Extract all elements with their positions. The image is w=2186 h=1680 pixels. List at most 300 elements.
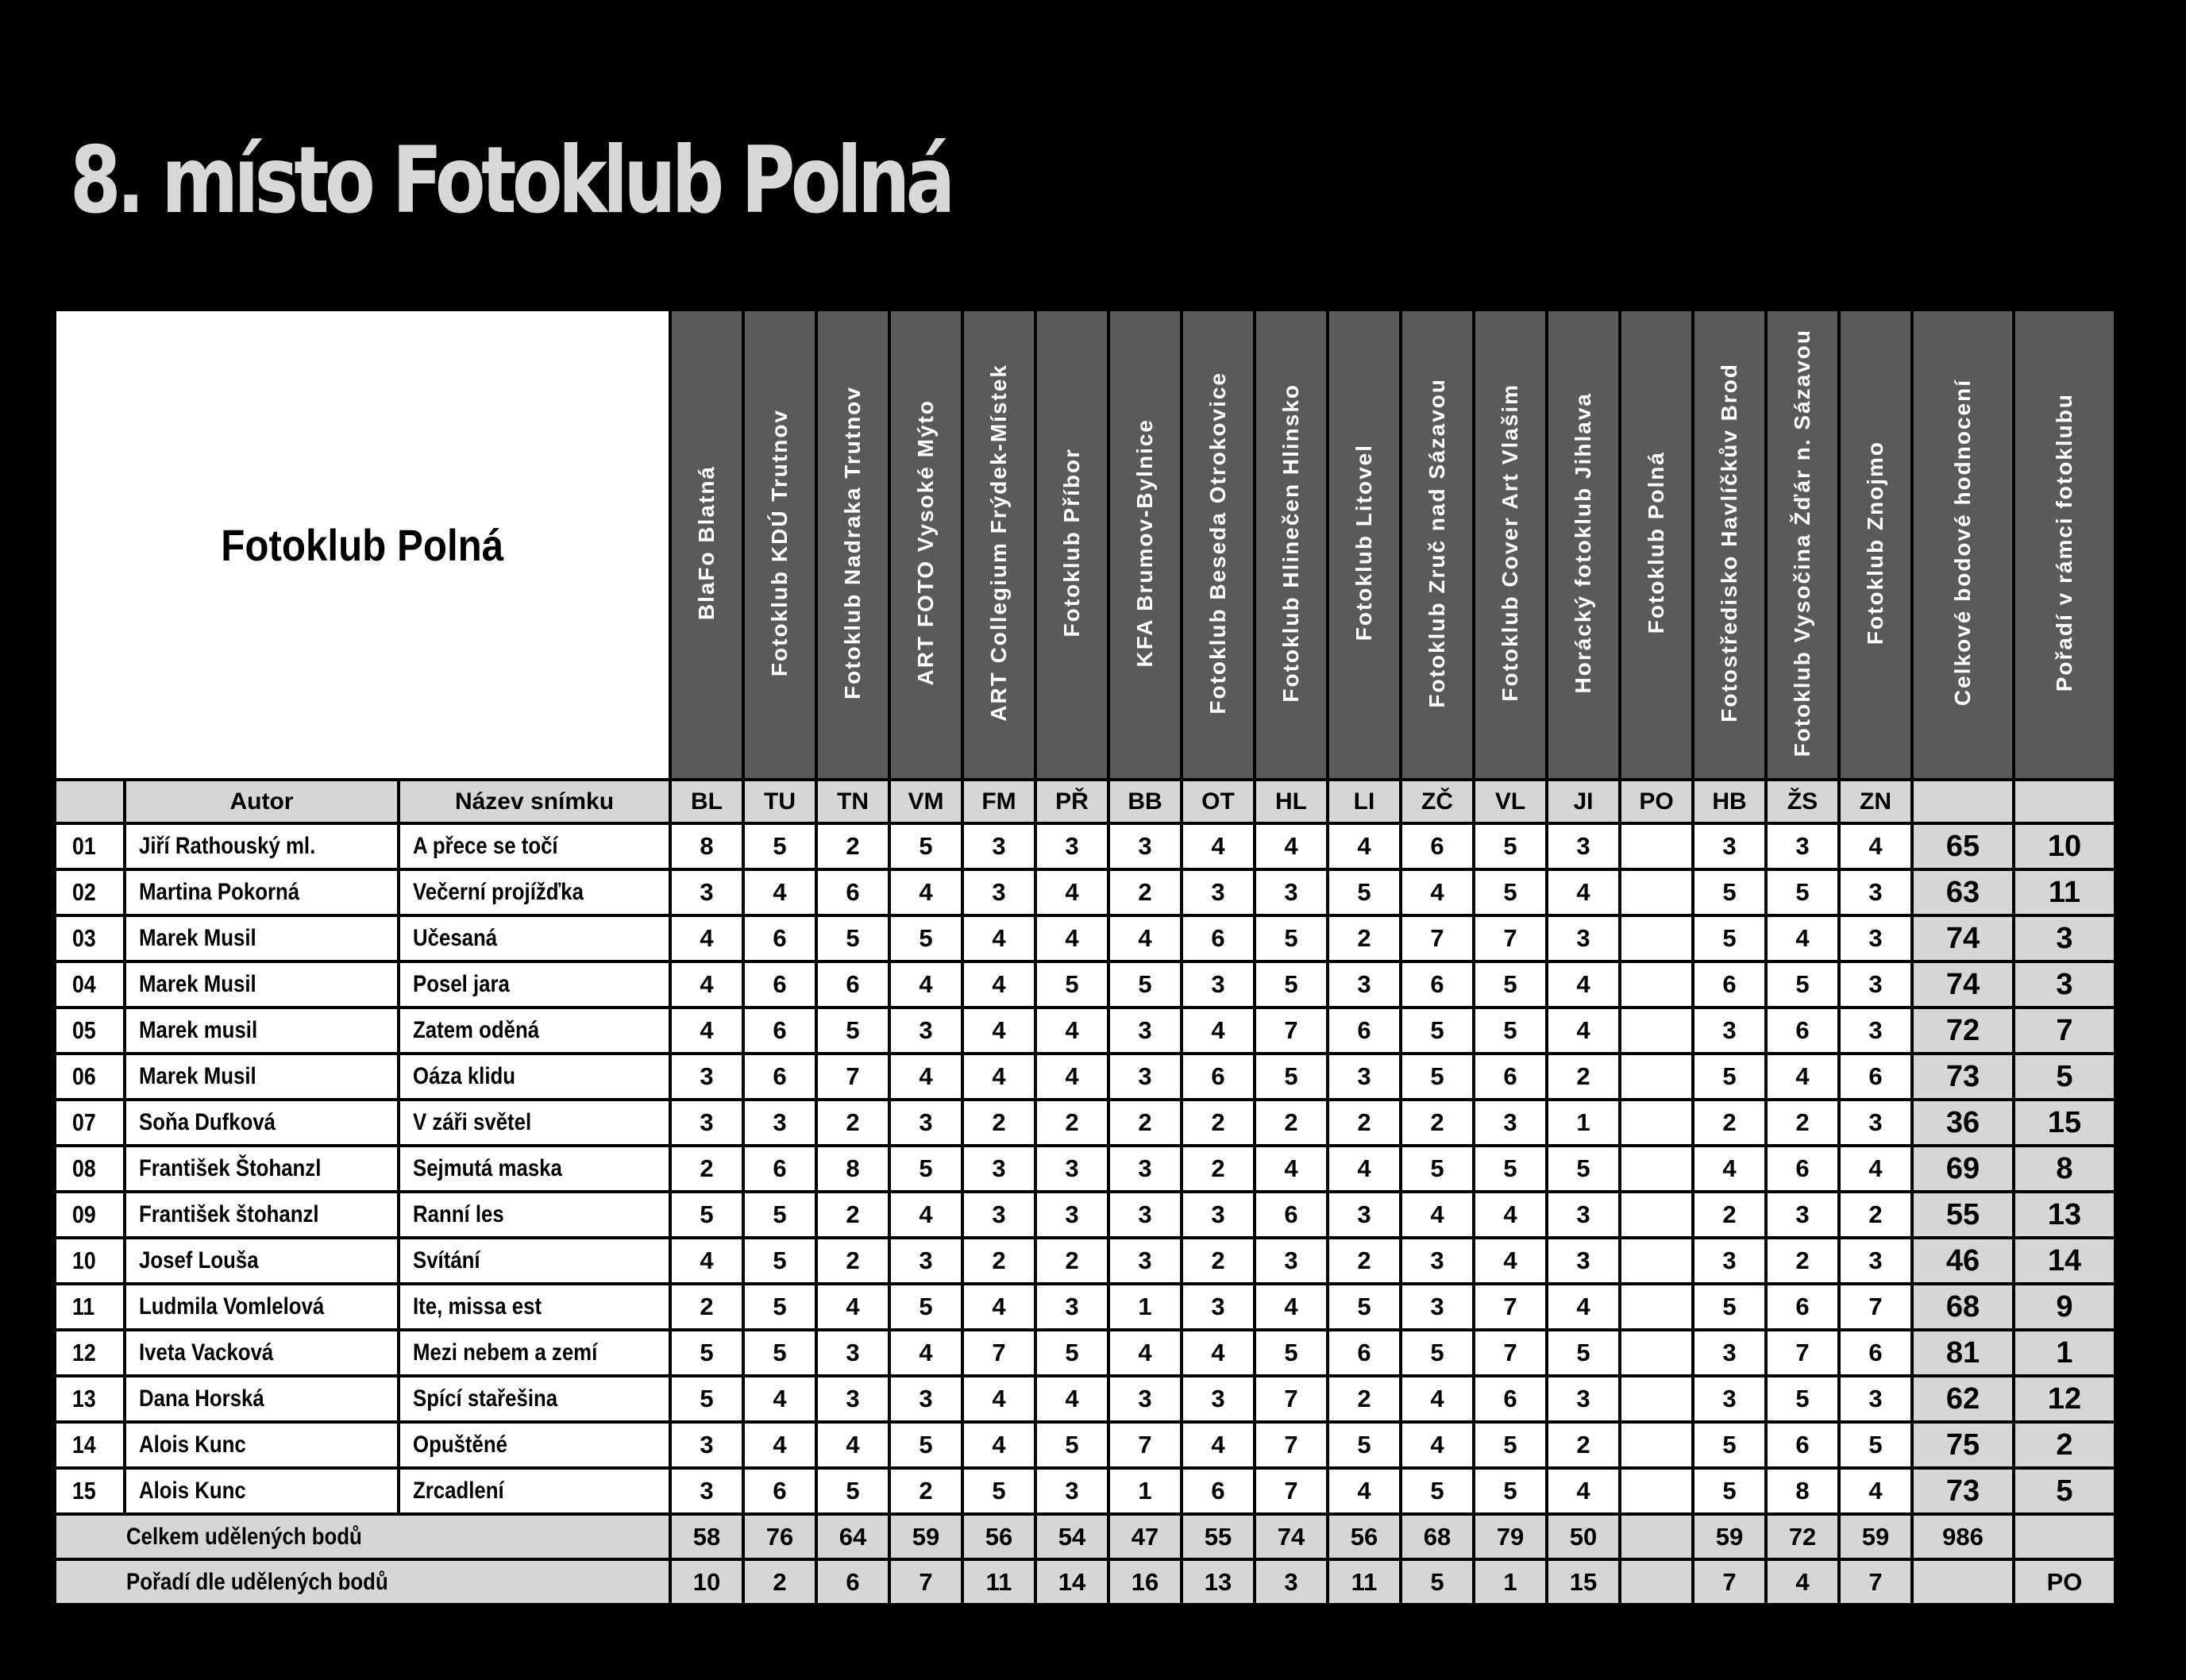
- score-cell: 2: [670, 1146, 743, 1192]
- score-cell: 6: [743, 1146, 816, 1192]
- score-cell: 3: [1182, 961, 1255, 1008]
- score-cell: 2: [1035, 1238, 1108, 1284]
- total-score: 65: [1912, 823, 2014, 869]
- table-row: [55, 1146, 2115, 1192]
- totals-row-value: 74: [1255, 1514, 1328, 1559]
- totals-row: [55, 1514, 2115, 1559]
- photo-title-cell: [399, 1422, 670, 1468]
- score-cell: 7: [1108, 1422, 1182, 1468]
- score-cell: 4: [889, 869, 962, 915]
- column-header-club: [1035, 310, 1108, 780]
- photo-title: Sejmutá maska: [413, 1155, 562, 1181]
- score-cell: 4: [962, 1376, 1035, 1422]
- score-cell: 3: [1035, 1192, 1108, 1238]
- order-row: [55, 1559, 2115, 1605]
- score-cell: 5: [1255, 1330, 1328, 1376]
- row-number: [55, 869, 125, 915]
- total-score: 74: [1912, 961, 2014, 1008]
- column-header-label: Fotoklub Cover Art Vlašim: [1498, 383, 1522, 702]
- score-cell: 4: [1035, 1008, 1108, 1054]
- score-cell: 5: [1401, 1008, 1474, 1054]
- score-cell: [1620, 1054, 1693, 1100]
- author-cell: [125, 869, 399, 915]
- row-number-text: 10: [72, 1247, 96, 1274]
- column-header-club: [1108, 310, 1182, 780]
- author-name: František Štohanzl: [139, 1155, 322, 1181]
- club-rank: 12: [2014, 1376, 2115, 1422]
- score-cell: 1: [1108, 1284, 1182, 1330]
- author-name: Jiří Rathouský ml.: [139, 833, 316, 859]
- score-cell: 3: [670, 1468, 743, 1514]
- score-cell: [1620, 1284, 1693, 1330]
- table-row: [55, 1284, 2115, 1330]
- score-cell: 5: [1547, 1330, 1620, 1376]
- row-number: [55, 1146, 125, 1192]
- totals-row-total: 986: [1912, 1514, 2014, 1559]
- table-row: [55, 869, 2115, 915]
- score-cell: 3: [1401, 1284, 1474, 1330]
- score-cell: 2: [1766, 1100, 1839, 1146]
- score-cell: 7: [1401, 915, 1474, 961]
- score-cell: 4: [1474, 1192, 1547, 1238]
- score-cell: 4: [1839, 823, 1912, 869]
- score-cell: 3: [670, 1422, 743, 1468]
- score-cell: 2: [816, 1100, 889, 1146]
- score-cell: 3: [962, 869, 1035, 915]
- score-cell: 6: [1766, 1422, 1839, 1468]
- score-cell: 4: [1547, 1468, 1620, 1514]
- column-header-club: [1182, 310, 1255, 780]
- row-number: [55, 1376, 125, 1422]
- club-rank-header: [2014, 310, 2115, 780]
- score-cell: 6: [1401, 823, 1474, 869]
- column-header-label: Fotoklub Vysočina Žďár n. Sázavou: [1790, 328, 1814, 757]
- column-header-label: ART Collegium Frýdek-Místek: [986, 364, 1011, 722]
- score-cell: 6: [1766, 1146, 1839, 1192]
- score-cell: 3: [1693, 1376, 1766, 1422]
- score-cell: 3: [670, 1100, 743, 1146]
- score-cell: 6: [743, 915, 816, 961]
- row-number: [55, 1192, 125, 1238]
- page-title: 8. místo Fotoklub Polná: [70, 127, 951, 234]
- score-cell: 3: [1182, 1376, 1255, 1422]
- totals-row-value: 55: [1182, 1514, 1255, 1559]
- score-cell: 2: [1108, 869, 1182, 915]
- author-header: Autor: [125, 780, 399, 823]
- score-cell: 4: [670, 1238, 743, 1284]
- score-cell: 4: [889, 961, 962, 1008]
- total-score-header: [1912, 310, 2014, 780]
- photo-title: Ranní les: [413, 1201, 504, 1227]
- score-cell: 2: [816, 823, 889, 869]
- order-row-value: 11: [1328, 1559, 1401, 1605]
- table-row: [55, 961, 2115, 1008]
- score-cell: 5: [1255, 1054, 1328, 1100]
- score-cell: 3: [1108, 1238, 1182, 1284]
- table-row: [55, 1054, 2115, 1100]
- score-cell: 8: [1766, 1468, 1839, 1514]
- author-name: Soňa Dufková: [139, 1109, 276, 1135]
- score-cell: 4: [1255, 823, 1328, 869]
- score-cell: 2: [1401, 1100, 1474, 1146]
- column-code: VM: [889, 780, 962, 823]
- score-cell: 4: [1182, 1422, 1255, 1468]
- order-row-value: 2: [743, 1559, 816, 1605]
- score-cell: 3: [1693, 1330, 1766, 1376]
- score-cell: 5: [1693, 1468, 1766, 1514]
- score-cell: 3: [1108, 1146, 1182, 1192]
- title-header: Název snímku: [399, 780, 670, 823]
- order-row-value: 4: [1766, 1559, 1839, 1605]
- score-cell: 2: [1182, 1146, 1255, 1192]
- row-number-text: 15: [72, 1477, 96, 1505]
- author-cell: [125, 961, 399, 1008]
- score-cell: 3: [816, 1376, 889, 1422]
- score-cell: 4: [962, 1284, 1035, 1330]
- row-number-text: 02: [72, 878, 96, 906]
- order-row-value: 5: [1401, 1559, 1474, 1605]
- club-rank: 14: [2014, 1238, 2115, 1284]
- score-cell: 4: [1182, 823, 1255, 869]
- score-cell: 4: [889, 1192, 962, 1238]
- score-cell: 3: [962, 1146, 1035, 1192]
- num-header: [55, 780, 125, 823]
- score-cell: 4: [1182, 1330, 1255, 1376]
- score-cell: 5: [816, 1468, 889, 1514]
- score-cell: 5: [1401, 1330, 1474, 1376]
- column-header-label: Horácký fotoklub Jihlava: [1571, 391, 1595, 694]
- score-cell: 5: [1693, 915, 1766, 961]
- column-code: HL: [1255, 780, 1328, 823]
- totals-row-value: 76: [743, 1514, 816, 1559]
- column-code: TN: [816, 780, 889, 823]
- score-cell: 4: [670, 915, 743, 961]
- photo-title: Večerní projížďka: [413, 879, 584, 905]
- score-cell: 7: [1766, 1330, 1839, 1376]
- score-cell: 5: [670, 1376, 743, 1422]
- club-rank: 11: [2014, 869, 2115, 915]
- score-cell: 3: [1108, 1054, 1182, 1100]
- column-codes-row: [55, 780, 2115, 823]
- score-cell: 3: [889, 1100, 962, 1146]
- score-cell: 2: [1255, 1100, 1328, 1146]
- column-code: LI: [1328, 780, 1401, 823]
- score-cell: 5: [1255, 961, 1328, 1008]
- score-cell: 6: [1839, 1054, 1912, 1100]
- column-code: VL: [1474, 780, 1547, 823]
- column-code: HB: [1693, 780, 1766, 823]
- score-cell: 3: [1108, 1192, 1182, 1238]
- totals-row-value: 68: [1401, 1514, 1474, 1559]
- order-row-value: [1620, 1559, 1693, 1605]
- order-row-value: 10: [670, 1559, 743, 1605]
- score-cell: [1620, 1008, 1693, 1054]
- row-number-text: 06: [72, 1062, 96, 1090]
- club-rank: 10: [2014, 823, 2115, 869]
- total-score: 74: [1912, 915, 2014, 961]
- author-name: František štohanzl: [139, 1201, 319, 1227]
- score-cell: 6: [1766, 1008, 1839, 1054]
- score-cell: 2: [889, 1468, 962, 1514]
- score-cell: 4: [1401, 1192, 1474, 1238]
- score-cell: 4: [962, 1008, 1035, 1054]
- score-cell: 3: [670, 1054, 743, 1100]
- score-cell: 6: [743, 961, 816, 1008]
- score-cell: 5: [1766, 961, 1839, 1008]
- blank-header-cell: [1912, 780, 2014, 823]
- table-row: [55, 915, 2115, 961]
- row-number-text: 09: [72, 1200, 96, 1228]
- score-cell: 7: [1839, 1284, 1912, 1330]
- column-header-club: [670, 310, 743, 780]
- row-number: [55, 1284, 125, 1330]
- results-table: [53, 308, 2117, 1606]
- club-rank: 5: [2014, 1054, 2115, 1100]
- column-header-label: ART FOTO Vysoké Mýto: [913, 399, 938, 686]
- column-header-label: Fotoklub Nadraka Trutnov: [840, 386, 865, 699]
- author-name: Josef Louša: [139, 1247, 259, 1273]
- total-score: 68: [1912, 1284, 2014, 1330]
- order-row-value: 7: [1839, 1559, 1912, 1605]
- author-cell: [125, 915, 399, 961]
- photo-title: Učesaná: [413, 925, 498, 951]
- score-cell: 7: [962, 1330, 1035, 1376]
- score-cell: 2: [962, 1100, 1035, 1146]
- score-cell: 5: [1401, 1468, 1474, 1514]
- score-cell: [1620, 915, 1693, 961]
- column-header-club: [1547, 310, 1620, 780]
- score-cell: 6: [816, 961, 889, 1008]
- score-cell: 6: [1839, 1330, 1912, 1376]
- score-cell: 5: [743, 1192, 816, 1238]
- author-cell: [125, 1008, 399, 1054]
- row-number-text: 13: [72, 1385, 96, 1412]
- score-cell: 3: [1693, 1238, 1766, 1284]
- author-cell: [125, 823, 399, 869]
- photo-title-cell: [399, 1330, 670, 1376]
- row-number-text: 05: [72, 1016, 96, 1044]
- score-cell: 7: [1255, 1422, 1328, 1468]
- column-header-club: [816, 310, 889, 780]
- row-number: [55, 1422, 125, 1468]
- score-cell: 6: [1328, 1330, 1401, 1376]
- author-name: Marek musil: [139, 1017, 258, 1043]
- score-cell: 2: [816, 1192, 889, 1238]
- score-cell: 3: [1255, 869, 1328, 915]
- score-cell: 7: [1255, 1468, 1328, 1514]
- score-cell: 2: [1693, 1100, 1766, 1146]
- club-rank: 3: [2014, 961, 2115, 1008]
- total-score: 81: [1912, 1330, 2014, 1376]
- totals-row-value: [1620, 1514, 1693, 1559]
- photo-title: Ite, missa est: [413, 1293, 542, 1320]
- score-cell: 4: [1693, 1146, 1766, 1192]
- score-cell: 1: [1108, 1468, 1182, 1514]
- score-cell: 4: [1547, 869, 1620, 915]
- score-cell: [1620, 1330, 1693, 1376]
- total-score: 36: [1912, 1100, 2014, 1146]
- score-cell: 5: [1108, 961, 1182, 1008]
- author-name: Alois Kunc: [139, 1478, 246, 1504]
- score-cell: 6: [743, 1054, 816, 1100]
- score-cell: 3: [1547, 823, 1620, 869]
- order-row-value: 6: [816, 1559, 889, 1605]
- column-header-club: [1620, 310, 1693, 780]
- score-cell: 7: [1474, 915, 1547, 961]
- score-cell: 3: [1035, 1284, 1108, 1330]
- score-cell: 3: [1766, 1192, 1839, 1238]
- photo-title-cell: [399, 1054, 670, 1100]
- photo-title-cell: [399, 1468, 670, 1514]
- club-rank: 13: [2014, 1192, 2115, 1238]
- score-cell: 5: [1401, 1146, 1474, 1192]
- row-number-text: 14: [72, 1431, 96, 1458]
- score-cell: 6: [1182, 1468, 1255, 1514]
- total-score: 73: [1912, 1468, 2014, 1514]
- score-cell: 8: [670, 823, 743, 869]
- score-cell: 5: [1474, 1468, 1547, 1514]
- column-header-club: [962, 310, 1035, 780]
- score-cell: 4: [670, 961, 743, 1008]
- score-cell: [1620, 1146, 1693, 1192]
- score-cell: 3: [1035, 823, 1108, 869]
- club-rank: 8: [2014, 1146, 2115, 1192]
- order-row-value: 16: [1108, 1559, 1182, 1605]
- score-cell: 4: [1766, 1054, 1839, 1100]
- score-cell: 4: [1108, 1330, 1182, 1376]
- column-header-club: [1328, 310, 1401, 780]
- score-cell: 2: [1766, 1238, 1839, 1284]
- score-cell: [1620, 1100, 1693, 1146]
- column-header-label: Fotoklub Beseda Otrokovice: [1205, 371, 1230, 715]
- order-row-value: 15: [1547, 1559, 1620, 1605]
- score-cell: 3: [962, 1192, 1035, 1238]
- score-cell: 4: [1035, 1054, 1108, 1100]
- table-row: [55, 1192, 2115, 1238]
- photo-title-cell: [399, 915, 670, 961]
- totals-row-label-cell: [55, 1514, 670, 1559]
- score-cell: 3: [1035, 1146, 1108, 1192]
- score-cell: 5: [816, 915, 889, 961]
- row-number: [55, 1054, 125, 1100]
- column-code: BB: [1108, 780, 1182, 823]
- totals-row-value: 56: [962, 1514, 1035, 1559]
- column-header-club: [1839, 310, 1912, 780]
- score-cell: 3: [1108, 1008, 1182, 1054]
- score-cell: 5: [1328, 869, 1401, 915]
- score-cell: 5: [889, 1422, 962, 1468]
- club-rank: 7: [2014, 1008, 2115, 1054]
- score-cell: 5: [1328, 1284, 1401, 1330]
- author-name: Marek Musil: [139, 925, 256, 951]
- totals-row-value: 50: [1547, 1514, 1620, 1559]
- score-cell: 4: [743, 1422, 816, 1468]
- row-number: [55, 1100, 125, 1146]
- photo-title: Oáza klidu: [413, 1063, 516, 1089]
- score-cell: 4: [1839, 1146, 1912, 1192]
- totals-row-value: 47: [1108, 1514, 1182, 1559]
- row-number: [55, 1008, 125, 1054]
- score-cell: 5: [1035, 1422, 1108, 1468]
- score-cell: 3: [962, 823, 1035, 869]
- score-cell: 5: [889, 1284, 962, 1330]
- score-cell: 4: [1401, 1376, 1474, 1422]
- column-header-club: [743, 310, 816, 780]
- score-cell: 7: [1255, 1008, 1328, 1054]
- club-rank: 9: [2014, 1284, 2115, 1330]
- score-cell: 6: [1182, 915, 1255, 961]
- score-cell: 4: [1401, 869, 1474, 915]
- column-code: FM: [962, 780, 1035, 823]
- column-header-label: Fotoklub Hlinečen Hlinsko: [1278, 383, 1303, 703]
- author-cell: [125, 1422, 399, 1468]
- author-name: Alois Kunc: [139, 1431, 246, 1458]
- score-cell: 5: [1474, 1422, 1547, 1468]
- column-header-club: [1255, 310, 1328, 780]
- photo-title: Opuštěné: [413, 1431, 507, 1458]
- column-header-club: [1766, 310, 1839, 780]
- score-cell: [1620, 1238, 1693, 1284]
- score-cell: 5: [1328, 1422, 1401, 1468]
- score-cell: 5: [1839, 1422, 1912, 1468]
- column-header-label: Fotoklub Znojmo: [1863, 440, 1887, 645]
- score-cell: 5: [1474, 869, 1547, 915]
- photo-title-cell: [399, 1238, 670, 1284]
- score-cell: 4: [1547, 1284, 1620, 1330]
- column-header-label: Fotoklub KDÚ Trutnov: [767, 408, 792, 677]
- score-cell: 3: [889, 1376, 962, 1422]
- score-cell: 4: [670, 1008, 743, 1054]
- score-cell: 5: [1547, 1146, 1620, 1192]
- score-cell: 2: [1547, 1054, 1620, 1100]
- score-cell: 5: [1474, 1008, 1547, 1054]
- score-cell: 3: [1839, 1008, 1912, 1054]
- score-cell: 2: [1693, 1192, 1766, 1238]
- column-code: TU: [743, 780, 816, 823]
- order-row-label: Pořadí dle udělených bodů: [126, 1568, 388, 1595]
- table-row: [55, 1376, 2115, 1422]
- score-cell: 6: [1401, 961, 1474, 1008]
- score-cell: 3: [743, 1100, 816, 1146]
- score-cell: 3: [1035, 1468, 1108, 1514]
- blank-header-cell: [2014, 780, 2115, 823]
- row-number: [55, 823, 125, 869]
- score-cell: 3: [1182, 869, 1255, 915]
- score-cell: 4: [889, 1330, 962, 1376]
- photo-title-cell: [399, 1376, 670, 1422]
- score-cell: 2: [1839, 1192, 1912, 1238]
- score-cell: [1620, 1422, 1693, 1468]
- score-cell: [1620, 1192, 1693, 1238]
- score-cell: 4: [1547, 961, 1620, 1008]
- author-name: Dana Horská: [139, 1385, 264, 1412]
- author-cell: [125, 1192, 399, 1238]
- row-number: [55, 961, 125, 1008]
- score-cell: [1620, 1376, 1693, 1422]
- table-row: [55, 1422, 2115, 1468]
- photo-title-cell: [399, 1146, 670, 1192]
- score-cell: 4: [889, 1054, 962, 1100]
- table-row: [55, 1238, 2115, 1284]
- score-cell: 6: [1766, 1284, 1839, 1330]
- score-cell: 2: [1108, 1100, 1182, 1146]
- club-rank: 15: [2014, 1100, 2115, 1146]
- club-name-cell: [55, 310, 670, 780]
- author-cell: [125, 1238, 399, 1284]
- score-cell: 4: [816, 1284, 889, 1330]
- author-cell: [125, 1376, 399, 1422]
- column-code: PŘ: [1035, 780, 1108, 823]
